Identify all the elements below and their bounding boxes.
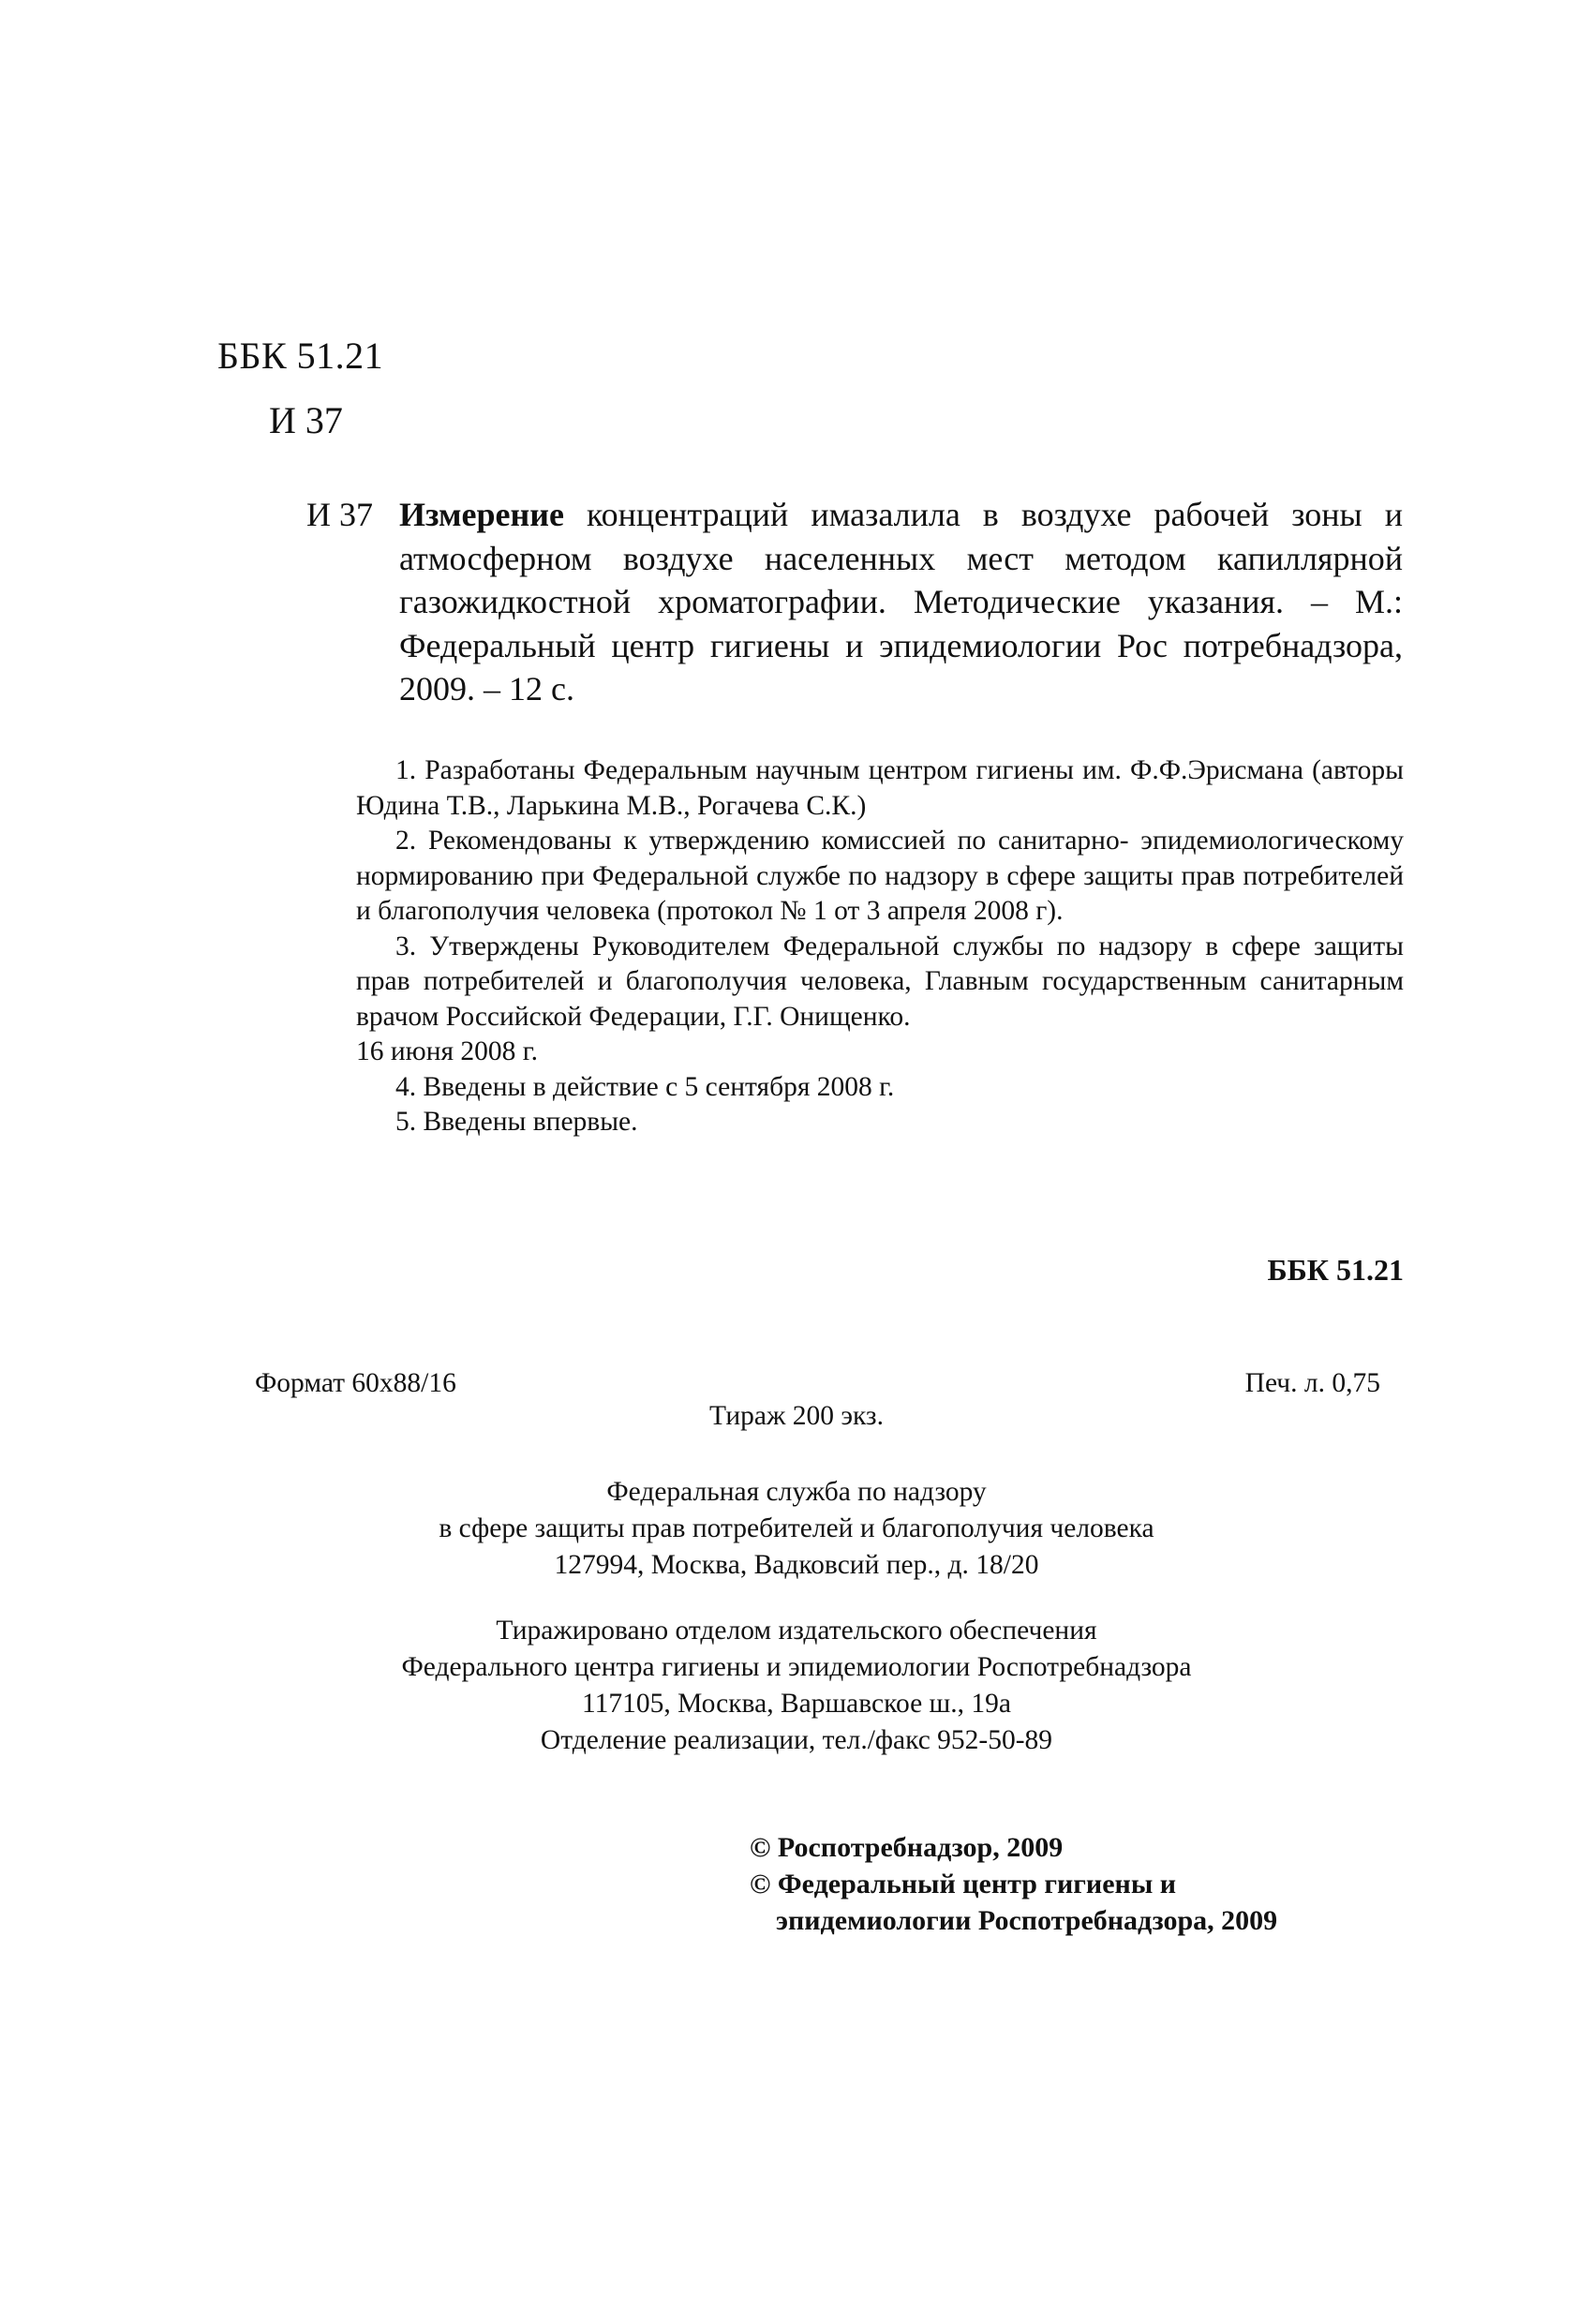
entry-index: И 37 bbox=[306, 496, 373, 533]
imprint-print-run: Тираж 200 экз. bbox=[709, 1401, 884, 1431]
imprint-format: Формат 60x88/16 bbox=[255, 1368, 456, 1398]
publisher-block bbox=[0, 1474, 1593, 1584]
note-developed: 1. Разработаны Федеральным научным центром гигиены им. Ф.Ф.Эрисмана (авторы Юдина Т.В., Ларькина М.В., Рогачева С.К.) bbox=[356, 755, 1404, 821]
publisher-line: в сфере защиты прав потребителей и благополучия человека bbox=[439, 1513, 1154, 1543]
note-effective: 4. Введены в действие с 5 сентября 2008 г. bbox=[395, 1071, 895, 1102]
copyright-line: © Федеральный центр гигиены и bbox=[750, 1869, 1177, 1899]
printer-address: 117105, Москва, Варшавское ш., 19а bbox=[582, 1689, 1011, 1719]
bbk-code-bottom: ББК 51.21 bbox=[1267, 1253, 1404, 1287]
entry-description: концентраций имазалила в воздухе рабочей зоны и атмосферном воздухе населенных мест методом капиллярной газожидкостной хроматографии. Методические указания. – М.: Федеральный центр гигиены и эпидемиологии Рос потребнадзора, 2009. – 12 с. bbox=[399, 496, 1404, 708]
entry-title-bold: Измерение bbox=[399, 496, 564, 533]
imprint-printed-sheets: Печ. л. 0,75 bbox=[1244, 1368, 1380, 1398]
bibliographic-entry bbox=[306, 493, 1403, 711]
note-approved: 3. Утверждены Руководителем Федеральной службы по надзору в сфере защиты прав потребителей и благополучия человека, Главным государственным санитарным врачом Российской Федерации, Г.Г. Онищенко. bbox=[356, 931, 1404, 1032]
publication-notes bbox=[356, 753, 1404, 1140]
printer-block bbox=[0, 1613, 1593, 1759]
note-first-edition: 5. Введены впервые. bbox=[395, 1107, 638, 1137]
note-approval-date: 16 июня 2008 г. bbox=[356, 1036, 538, 1066]
publisher-address: 127994, Москва, Вадковсий пер., д. 18/20 bbox=[554, 1550, 1039, 1580]
author-index: И 37 bbox=[269, 399, 343, 441]
printer-sales-contact: Отделение реализации, тел./факс 952-50-89 bbox=[540, 1725, 1053, 1755]
copyright-block bbox=[750, 1829, 1277, 1939]
printer-line: Тиражировано отделом издательского обеспечения bbox=[496, 1616, 1097, 1646]
note-recommended: 2. Рекомендованы к утверждению комиссией по санитарно- эпидемиологическому нормированию при Федеральной службе по надзору в сфере защиты прав потребителей и благополучия человека (протокол № 1 от 3 апреля 2008 г). bbox=[356, 826, 1404, 926]
entry-text bbox=[399, 493, 1403, 711]
copyright-line: эпидемиологии Роспотребнадзора, 2009 bbox=[776, 1905, 1278, 1936]
bbk-code: ББК 51.21 bbox=[217, 335, 384, 377]
publisher-line: Федеральная служба по надзору bbox=[606, 1477, 987, 1507]
copyright-line: © Роспотребнадзор, 2009 bbox=[750, 1832, 1064, 1863]
printer-line: Федерального центра гигиены и эпидемиологии Роспотребнадзора bbox=[401, 1652, 1192, 1682]
